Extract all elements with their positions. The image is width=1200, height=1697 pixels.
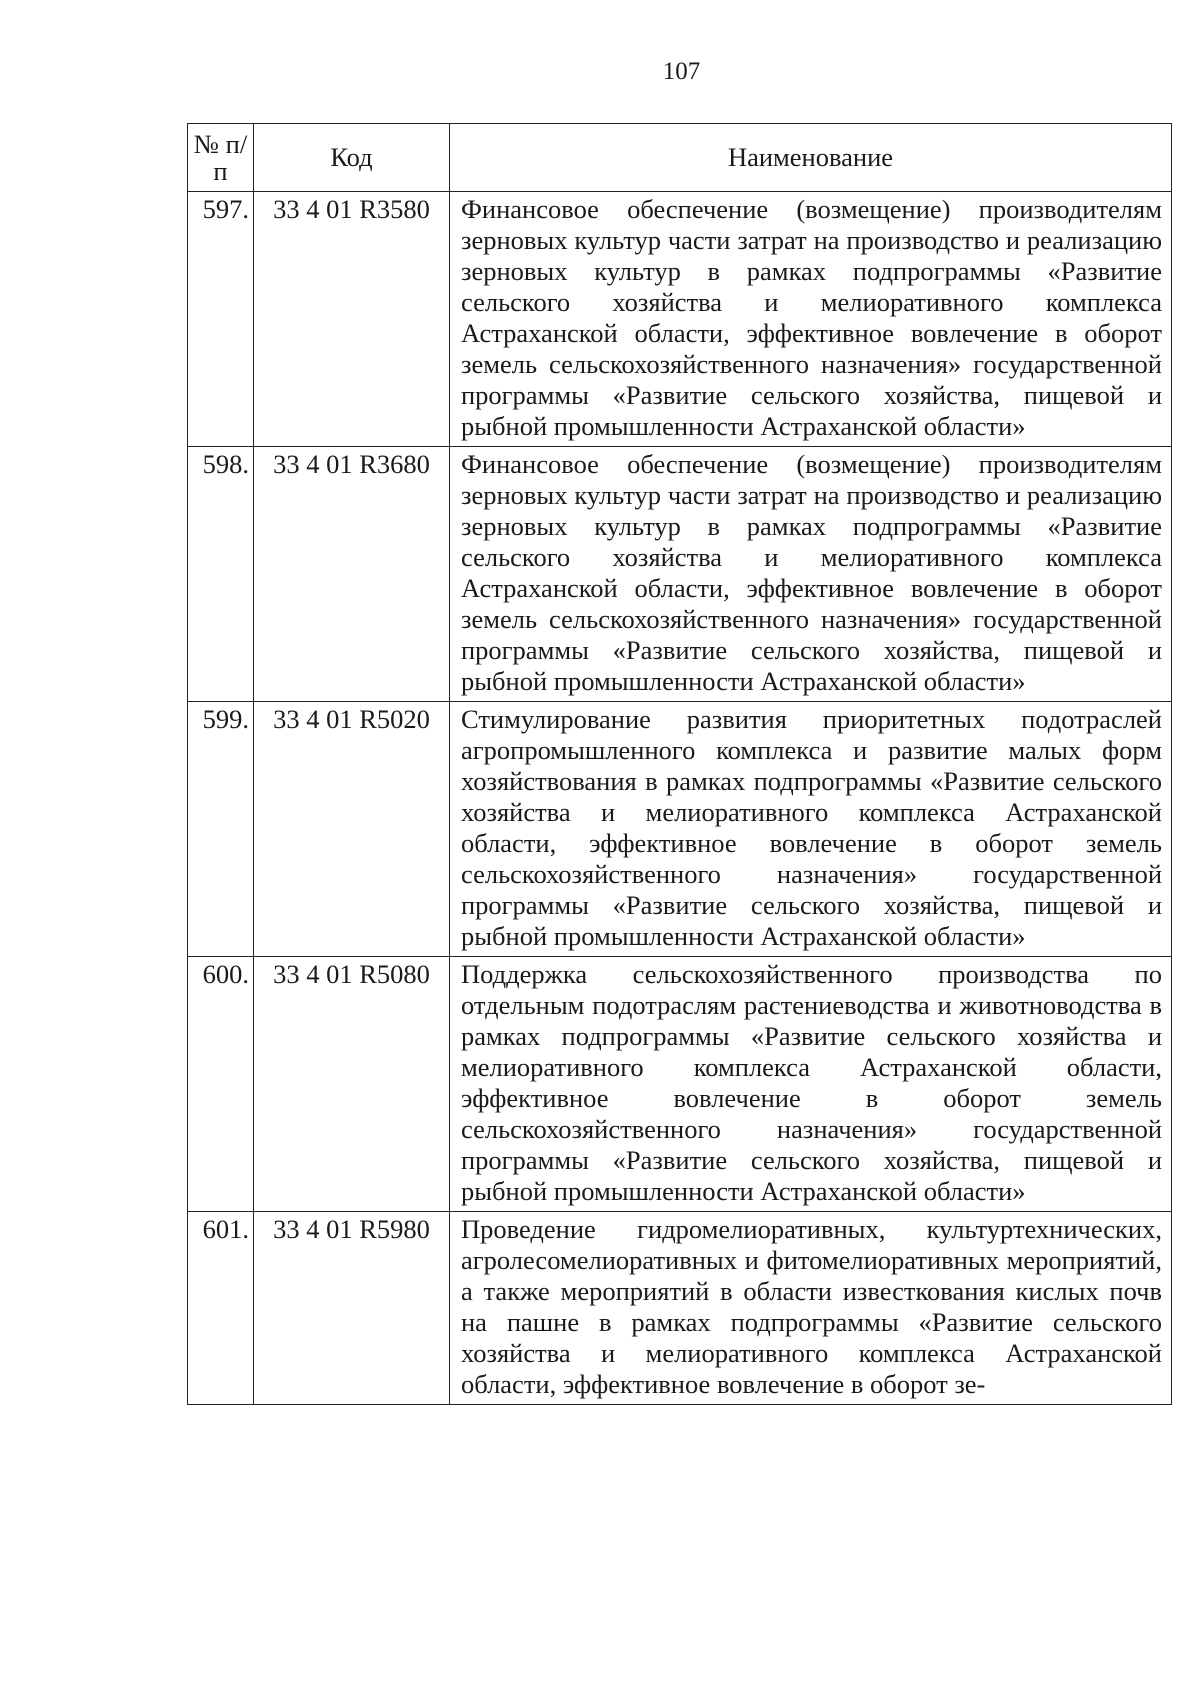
row-code: 33 4 01 R5080 bbox=[254, 957, 450, 1212]
table-row bbox=[188, 702, 1172, 957]
row-code: 33 4 01 R3580 bbox=[254, 192, 450, 447]
row-num: 598. bbox=[188, 447, 254, 702]
row-num: 597. bbox=[188, 192, 254, 447]
row-name: Финансовое обеспечение (возмещение) производителям зерновых культур части затрат на производство и реализацию зерновых культур в рамках подпрограммы «Развитие сельского хозяйства и мелиоративного комплекса Астраханской области, эффективное вовлечение в оборот земель сельскохозяйственного назначения» государственной программы «Развитие сельского хозяйства, пищевой и рыбной промышленности Астраханской области» bbox=[450, 192, 1172, 447]
table-row bbox=[188, 957, 1172, 1212]
table-header-row bbox=[188, 124, 1172, 192]
row-num: 600. bbox=[188, 957, 254, 1212]
table-row bbox=[188, 447, 1172, 702]
header-name: Наименование bbox=[450, 124, 1172, 192]
table-row bbox=[188, 1212, 1172, 1405]
row-code: 33 4 01 R5020 bbox=[254, 702, 450, 957]
budget-classification-table bbox=[187, 123, 1172, 1405]
row-name: Стимулирование развития приоритетных подотраслей агропромышленного комплекса и развитие малых форм хозяйствования в рамках подпрограммы «Развитие сельского хозяйства и мелиоративного комплекса Астраханской области, эффективное вовлечение в оборот земель сельскохозяйственного назначения» государственной программы «Развитие сельского хозяйства, пищевой и рыбной промышленности Астраханской области» bbox=[450, 702, 1172, 957]
row-num: 599. bbox=[188, 702, 254, 957]
header-code: Код bbox=[254, 124, 450, 192]
row-code: 33 4 01 R5980 bbox=[254, 1212, 450, 1405]
table-row bbox=[188, 192, 1172, 447]
header-num: № п/п bbox=[188, 124, 254, 192]
row-name: Проведение гидромелиоративных, культуртехнических, агролесомелиоративных и фитомелиоративных мероприятий, а также мероприятий в области известкования кислых почв на пашне в рамках подпрограммы «Развитие сельского хозяйства и мелиоративного комплекса Астраханской области, эффективное вовлечение в оборот зе- bbox=[450, 1212, 1172, 1405]
row-name: Поддержка сельскохозяйственного производства по отдельным подотраслям растениеводства и животноводства в рамках подпрограммы «Развитие сельского хозяйства и мелиоративного комплекса Астраханской области, эффективное вовлечение в оборот земель сельскохозяйственного назначения» государственной программы «Развитие сельского хозяйства, пищевой и рыбной промышленности Астраханской области» bbox=[450, 957, 1172, 1212]
row-num: 601. bbox=[188, 1212, 254, 1405]
page-number: 107 bbox=[662, 58, 701, 85]
row-code: 33 4 01 R3680 bbox=[254, 447, 450, 702]
row-name: Финансовое обеспечение (возмещение) производителям зерновых культур части затрат на производство и реализацию зерновых культур в рамках подпрограммы «Развитие сельского хозяйства и мелиоративного комплекса Астраханской области, эффективное вовлечение в оборот земель сельскохозяйственного назначения» государственной программы «Развитие сельского хозяйства, пищевой и рыбной промышленности Астраханской области» bbox=[450, 447, 1172, 702]
